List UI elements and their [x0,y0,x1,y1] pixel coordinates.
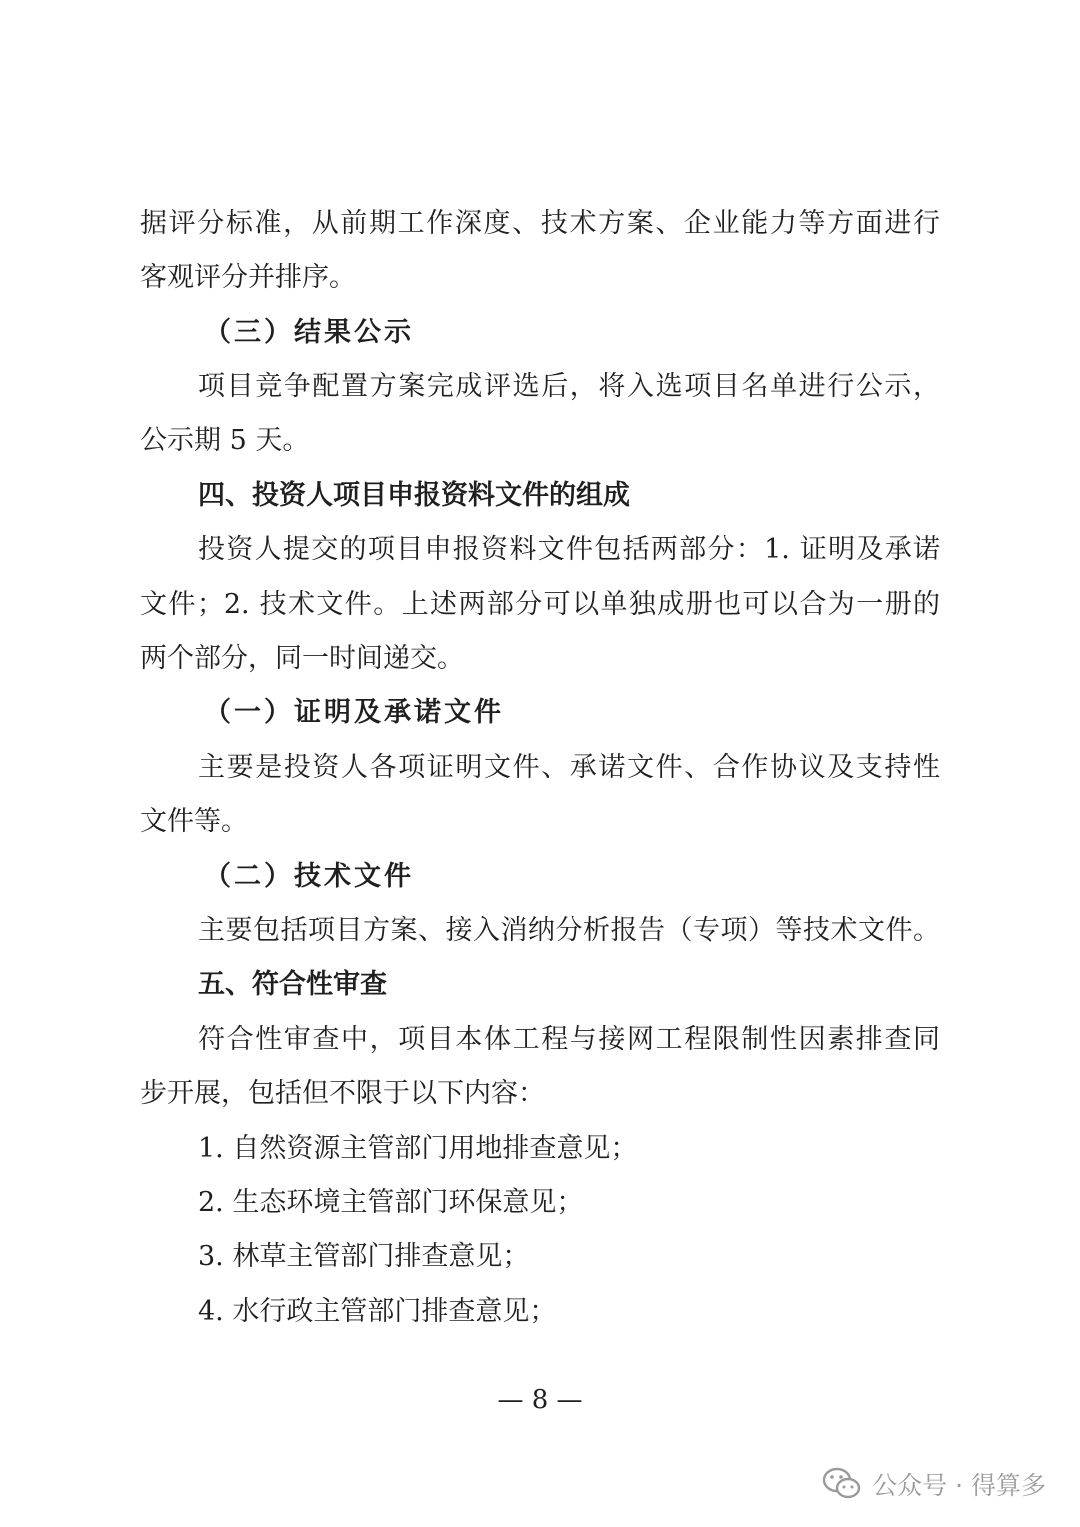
paragraph-line: 符合性审查中，项目本体工程与接网工程限制性因素排查同 [198,1024,940,1055]
paragraph-line: 项目竞争配置方案完成评选后，将入选项目名单进行公示， [198,371,940,402]
paragraph-line: 2. 生态环境主管部门环保意见； [198,1187,584,1218]
subsection-heading: （三）结果公示 [204,317,414,348]
paragraph-line: 1. 自然资源主管部门用地排查意见； [198,1133,638,1164]
section-heading: 五、符合性审查 [198,969,387,1000]
page-number: — 8 — [497,1385,583,1415]
paragraph-line: 客观评分并排序。 [140,262,356,293]
paragraph-line: 3. 林草主管部门排查意见； [198,1241,530,1272]
paragraph-line: 步开展，包括但不限于以下内容： [140,1078,545,1109]
wechat-icon [822,1466,862,1502]
paragraph-line: 公示期 5 天。 [140,425,310,456]
watermark [822,1462,1046,1506]
paragraph-line: 两个部分，同一时间递交。 [140,643,464,674]
paragraph-line: 据评分标准，从前期工作深度、技术方案、企业能力等方面进行 [140,208,940,239]
subsection-heading: （二）技术文件 [204,861,414,892]
paragraph-line: 投资人提交的项目申报资料文件包括两部分：1. 证明及承诺 [198,534,940,565]
watermark-text: 公众号 · 得算多 [872,1471,1046,1500]
section-heading: 四、投资人项目申报资料文件的组成 [198,480,630,511]
paragraph-line: 文件；2. 技术文件。上述两部分可以单独成册也可以合为一册的 [140,589,940,620]
subsection-heading: （一）证明及承诺文件 [204,697,504,728]
paragraph-line: 文件等。 [140,806,248,837]
paragraph-line: 主要包括项目方案、接入消纳分析报告（专项）等技术文件。 [198,915,940,946]
paragraph-line: 主要是投资人各项证明文件、承诺文件、合作协议及支持性 [198,752,940,783]
paragraph-line: 4. 水行政主管部门排查意见； [198,1296,557,1327]
